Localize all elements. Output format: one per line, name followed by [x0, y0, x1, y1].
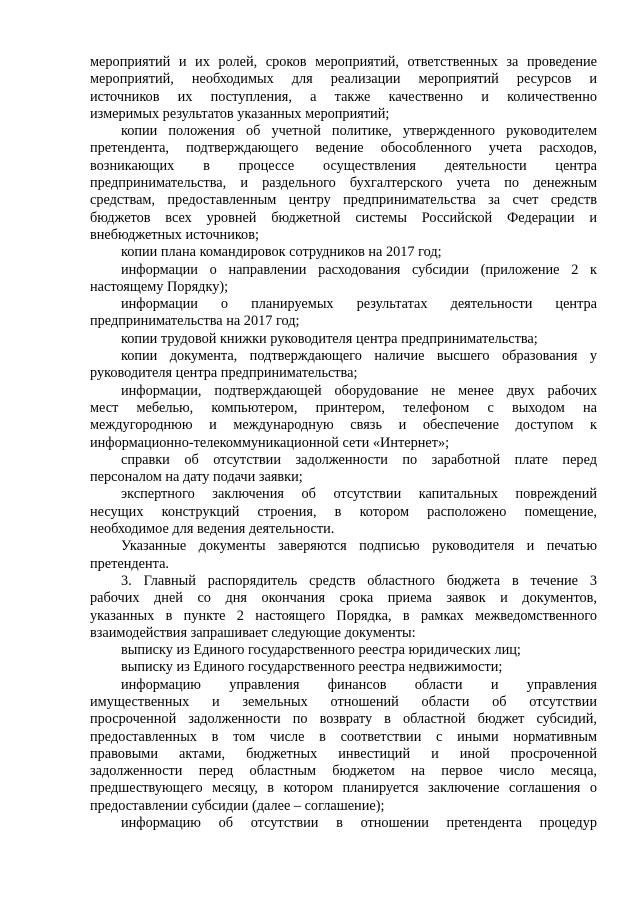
document-line: мероприятий, необходимых для реализации мероприятий ресурсов и [90, 71, 597, 88]
document-line: правовыми актами, бюджетных инвестиций и иной просроченной [90, 745, 597, 762]
document-line: средствам, предоставленным центру предпринимательства за счет средств [90, 192, 597, 209]
document-line: предоставлении субсидии (далее – соглашение); [90, 797, 385, 814]
document-line: копии документа, подтверждающего наличие высшего образования у [121, 348, 597, 365]
document-line: источников их поступления, а также качественно и количественно [90, 88, 597, 105]
document-line: взаимодействия запрашивает следующие документы: [90, 624, 416, 641]
document-line: указанных в пункте 2 настоящего Порядка, в рамках межведомственного [90, 607, 597, 624]
document-line: персоналом на дату подачи заявки; [90, 469, 303, 486]
document-line: настоящему Порядку); [90, 278, 229, 295]
document-line: междугороднюю и международную связь и обеспечение доступом к [90, 417, 597, 434]
document-line: копии трудовой книжки руководителя центра предпринимательства; [121, 330, 538, 347]
document-line: 3. Главный распорядитель средств областного бюджета в течение 3 [121, 572, 597, 589]
document-line: предпринимательства на 2017 год; [90, 313, 300, 330]
document-line: претендента, подтверждающего ведение обособленного учета расходов, [90, 140, 597, 157]
document-line: информацию об отсутствии в отношении претендента процедур [121, 815, 597, 832]
document-line: информацию управления финансов области и управления [121, 676, 597, 693]
document-line: информации о планируемых результатах деятельности центра [121, 296, 597, 313]
document-line: просроченной задолженности по возврату в областной бюджет субсидий, [90, 711, 597, 728]
document-line: предпринимательства, и раздельного бухгалтерского учета по денежным [90, 175, 597, 192]
document-line: необходимое для ведения деятельности. [90, 521, 335, 538]
document-line: претендента. [90, 555, 170, 572]
document-line: внебюджетных источников; [90, 226, 259, 243]
document-line: рабочих дней со дня окончания срока приема заявок и документов, [90, 590, 597, 607]
document-line: возникающих в процессе осуществления деятельности центра [90, 157, 597, 174]
document-line: информационно-телекоммуникационной сети «Интернет»; [90, 434, 450, 451]
document-line: Указанные документы заверяются подписью руководителя и печатью [121, 538, 597, 555]
document-line: информации о направлении расходования субсидии (приложение 2 к [121, 261, 597, 278]
document-line: информации, подтверждающей оборудование не менее двух рабочих [121, 382, 597, 399]
document-line: мест мебелью, компьютером, принтером, телефоном с выходом на [90, 399, 597, 416]
document-line: задолженности перед областным бюджетом на первое число месяца, [90, 763, 597, 780]
document-line: бюджетов всех уровней бюджетной системы Российской Федерации и [90, 209, 597, 226]
document-line: предоставленных в том числе в соответствии с иными нормативным [90, 728, 597, 745]
document-line: измеримых результатов указанных мероприятий; [90, 105, 390, 122]
document-line: выписку из Единого государственного реестра юридических лиц; [121, 642, 521, 659]
document-line: имущественных и земельных отношений области об отсутствии [90, 693, 597, 710]
document-line: мероприятий и их ролей, сроков мероприятий, ответственных за проведение [90, 54, 597, 70]
document-line: экспертного заключения об отсутствии капитальных повреждений [121, 486, 597, 503]
document-line: копии положения об учетной политике, утвержденного руководителем [121, 123, 597, 140]
document-line: предшествующего месяцу, в котором планируется заключение соглашения о [90, 780, 597, 797]
document-line: руководителя центра предпринимательства; [90, 365, 358, 382]
document-body [90, 54, 597, 832]
document-line: справки об отсутствии задолженности по заработной плате перед [121, 451, 597, 468]
document-line: несущих конструкций строения, в котором расположено помещение, [90, 503, 597, 520]
document-line: выписку из Единого государственного реестра недвижимости; [121, 659, 503, 676]
document-line: копии плана командировок сотрудников на 2017 год; [121, 244, 442, 261]
